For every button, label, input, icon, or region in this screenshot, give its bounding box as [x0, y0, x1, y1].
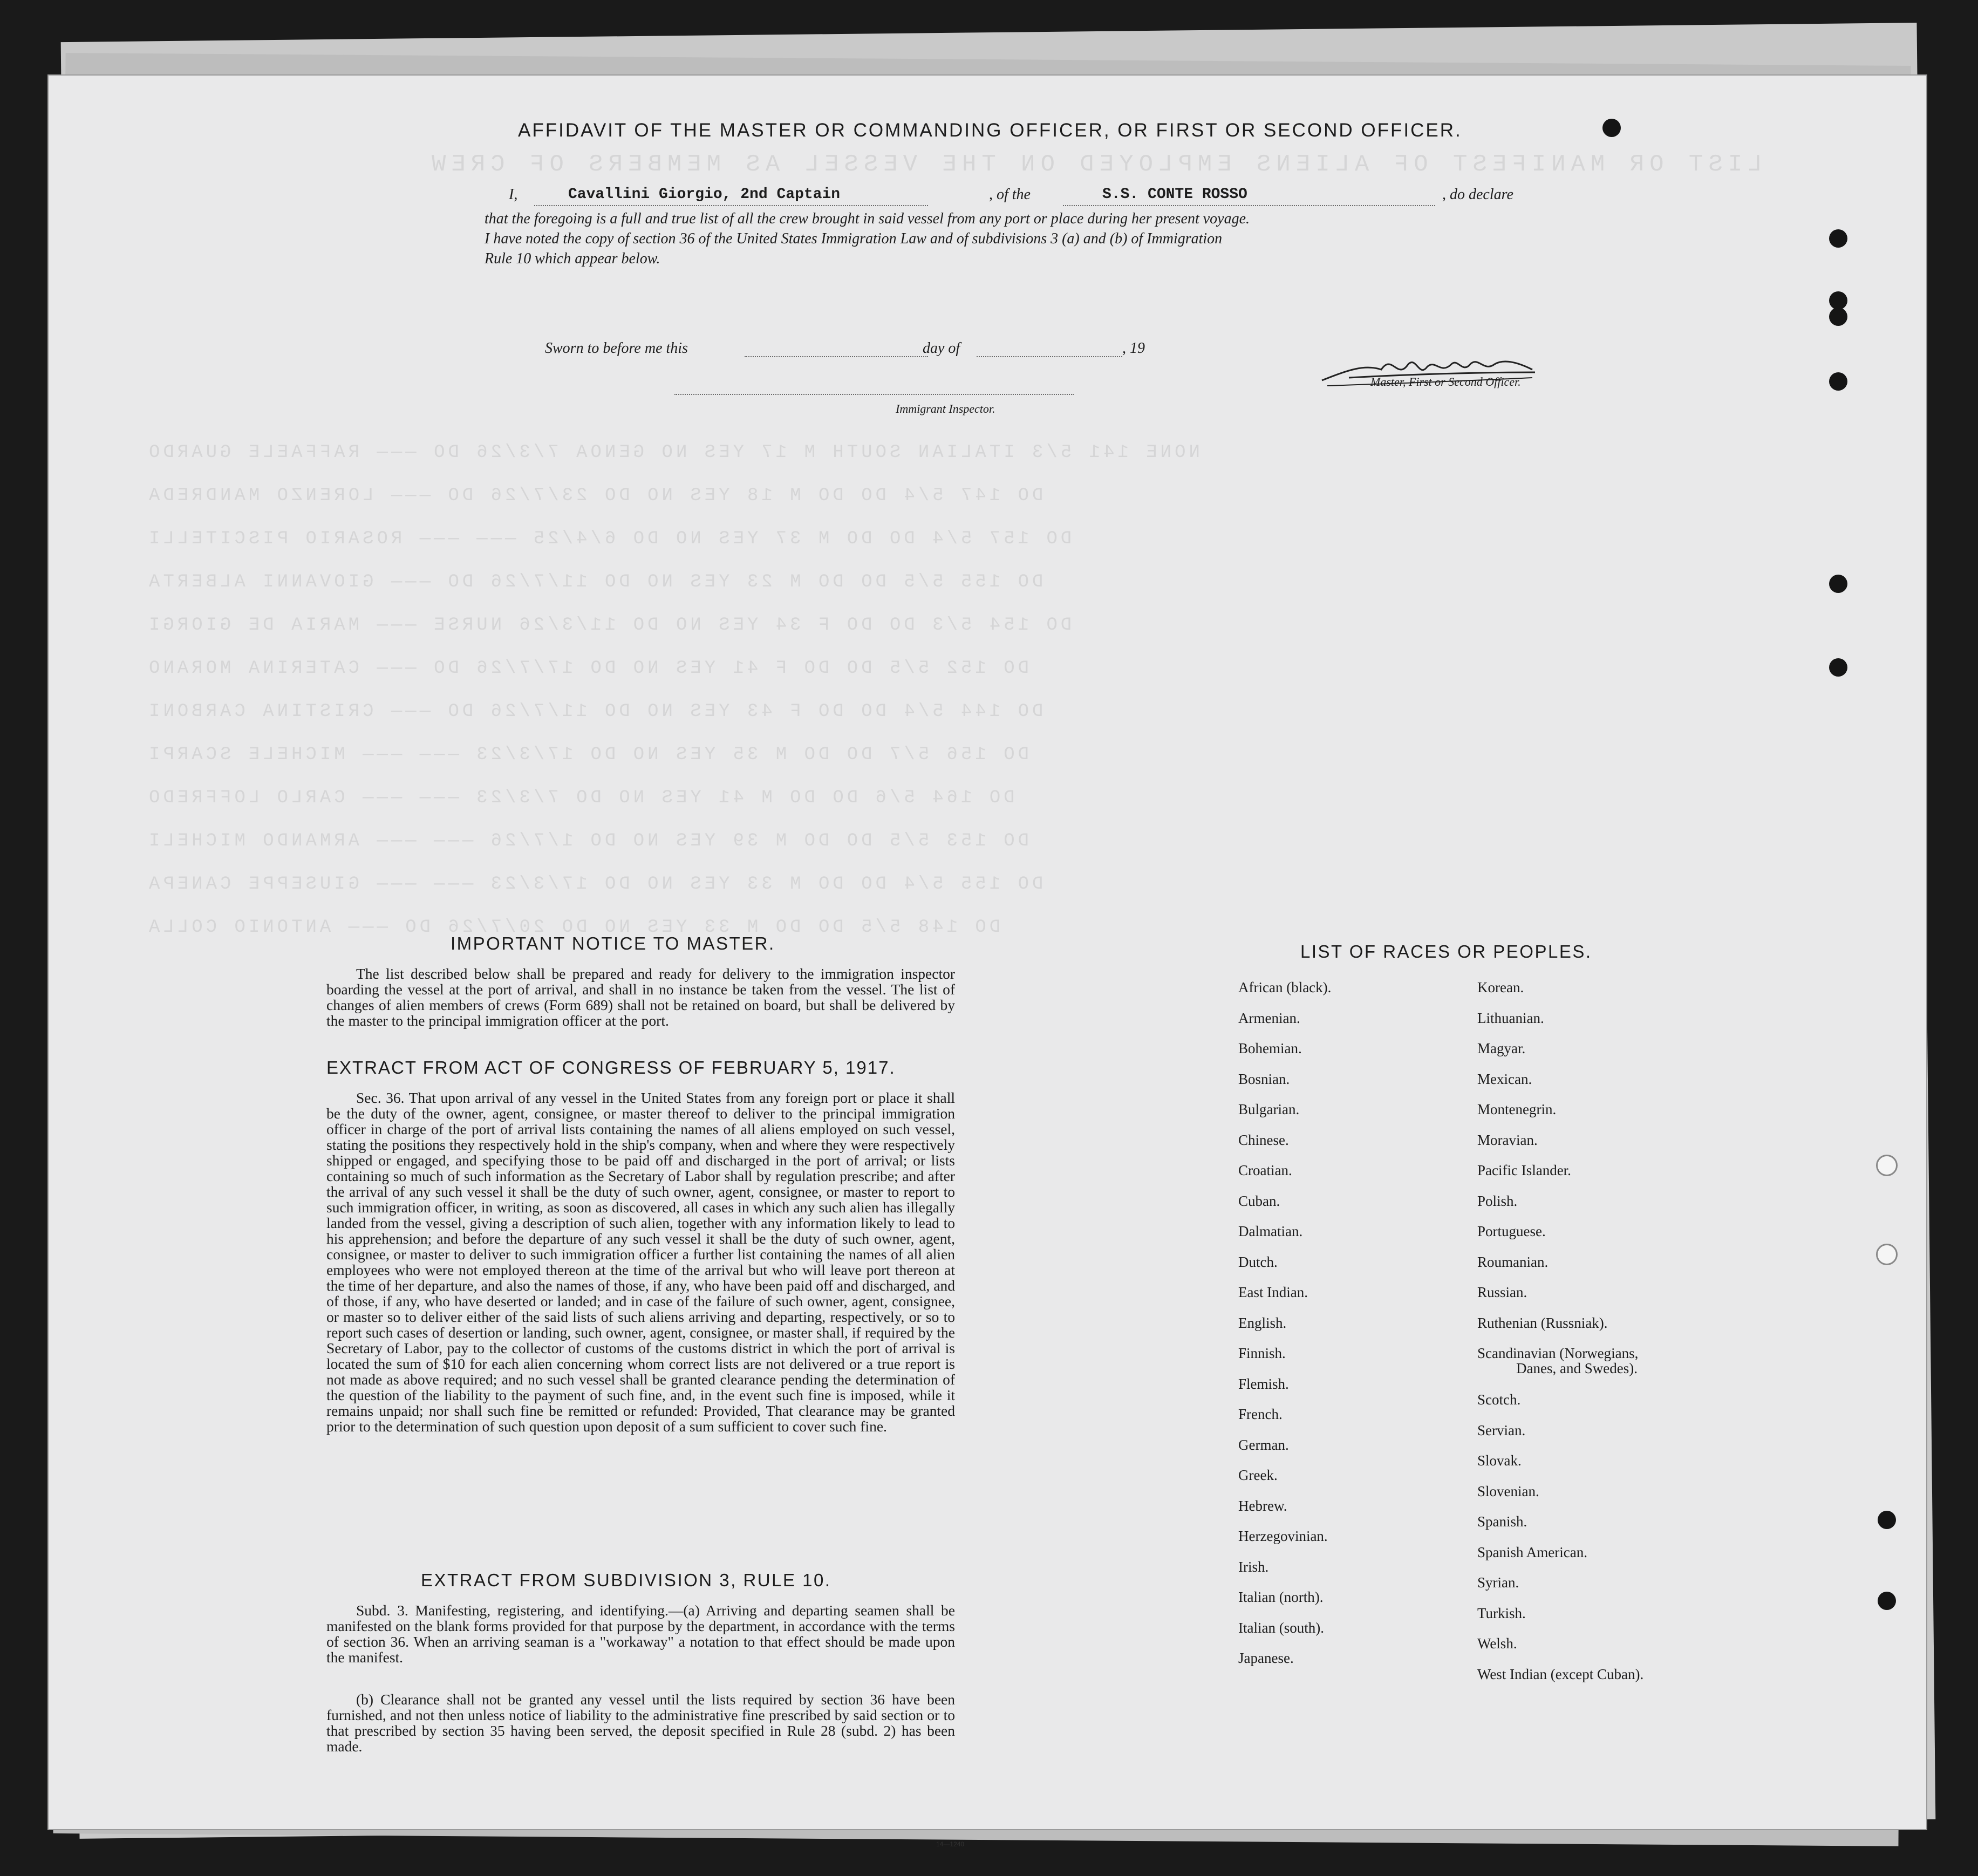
race-item: Danes, and Swedes). [1516, 1360, 1638, 1376]
inspector-underline [674, 394, 1074, 395]
race-item: Irish. [1238, 1558, 1269, 1575]
race-item: Greek. [1238, 1467, 1278, 1483]
race-item: Flemish. [1238, 1375, 1289, 1392]
name-underline [534, 205, 928, 206]
rule-text-b: (b) Clearance shall not be granted any vessel until the lists required by section 36 have been furnished, and not then unless notice of liability to the administrative fine prescribed by said section or to that prescribed by section 35 having been served, the deposit specified in Rule 28 (subd. 2) has been made. [326, 1691, 955, 1755]
bleed-through: DO 152 5/5 DO DO F 41 YES NO DO 17/7/26 DO ——— CATERINA MORANO [146, 658, 1029, 679]
do-declare-label: , do declare [1442, 186, 1513, 203]
race-item: Croatian. [1238, 1162, 1292, 1178]
race-item: Italian (south). [1238, 1619, 1324, 1636]
bleed-through: DO 144 5/4 DO DO F 43 YES NO DO 11/7/26 DO ——— CRISTINA CARBONI [146, 701, 1043, 722]
day-of-label: day of [923, 340, 960, 357]
officer-name: Cavallini Giorgio, 2nd Captain [568, 186, 841, 203]
declaration-line-3: I have noted the copy of section 36 of the United States Immigration Law and of subdivisions 3 (a) and (b) of Immigration [485, 230, 1223, 247]
race-item: Russian. [1477, 1284, 1527, 1300]
officer-signature [1317, 348, 1543, 397]
month-underline [977, 356, 1122, 357]
bleed-through: DO 155 5/5 DO DO M 23 YES NO DO 11/7/26 DO ——— GIOVANNI ALBERTA [146, 572, 1043, 592]
race-item: Cuban. [1238, 1192, 1280, 1209]
race-item: English. [1238, 1314, 1287, 1331]
race-item: Magyar. [1477, 1040, 1526, 1056]
race-item: Syrian. [1477, 1574, 1519, 1591]
race-item: German. [1238, 1436, 1289, 1453]
document-page [49, 76, 1926, 1848]
race-item: Korean. [1477, 979, 1524, 995]
notice-text: The list described below shall be prepared and ready for delivery to the immigration inspector boarding the vessel at the port of arrival, and shall in no instance be taken from the vessel. The list of changes of alien members of crews (Form 689) shall not be retained on board, but shall be delivered by the master to the principal immigration officer at the port. [326, 965, 955, 1029]
race-item: Roumanian. [1477, 1253, 1549, 1270]
race-item: Bosnian. [1238, 1070, 1290, 1087]
bleed-through: NONE 141 5/3 ITALIAN SOUTH M 17 YES NO GENOA 7/3/26 DO ——— RAFFAELE GUARDO [146, 442, 1200, 463]
race-item: Dutch. [1238, 1253, 1278, 1270]
race-item: Dalmatian. [1238, 1223, 1303, 1239]
bleed-through: DO 156 5/7 DO DO M 35 YES NO DO 17/3/23 ——— ——— MICHELE SCARPI [146, 745, 1029, 765]
race-item: Chinese. [1238, 1131, 1289, 1148]
race-item: Polish. [1477, 1192, 1518, 1209]
race-item: Turkish. [1477, 1605, 1526, 1621]
notice-heading: IMPORTANT NOTICE TO MASTER. [451, 933, 775, 953]
race-item: Portuguese. [1477, 1223, 1546, 1239]
bleed-through: DO 148 5/5 DO DO M 33 YES NO DO 20/7/26 DO ——— ANTONIO COLLA [146, 917, 1001, 938]
race-item: French. [1238, 1406, 1283, 1422]
of-the-label: , of the [989, 186, 1031, 203]
vessel-name: S.S. CONTE ROSSO [1102, 186, 1247, 203]
inspector-caption: Immigrant Inspector. [896, 402, 995, 415]
race-item: East Indian. [1238, 1284, 1308, 1300]
punch-hole [1829, 229, 1847, 248]
punch-hole [1876, 1244, 1898, 1265]
punch-hole [1829, 575, 1847, 593]
race-item: Bohemian. [1238, 1040, 1302, 1056]
punch-hole [1602, 119, 1621, 137]
race-item: Bulgarian. [1238, 1101, 1300, 1117]
race-item: Hebrew. [1238, 1497, 1287, 1514]
vessel-underline [1063, 205, 1435, 206]
race-item: Italian (north). [1238, 1589, 1324, 1605]
punch-hole [1829, 658, 1847, 677]
race-item: Spanish American. [1477, 1544, 1587, 1560]
race-item: Armenian. [1238, 1009, 1300, 1026]
race-item: Slovak. [1477, 1452, 1522, 1469]
bleed-through: DO 155 5/4 DO DO M 33 YES NO DO 17/3/23 ——— ——— GIUSEPPE CANEPA [146, 874, 1043, 895]
race-item: Servian. [1477, 1422, 1526, 1438]
prefix-i: I, [509, 186, 518, 203]
punch-hole [1878, 1592, 1896, 1610]
race-item: Lithuanian. [1477, 1009, 1544, 1026]
sworn-label: Sworn to before me this [545, 340, 688, 357]
race-item: Herzegovinian. [1238, 1528, 1328, 1544]
punch-hole [1829, 308, 1847, 326]
race-item: Ruthenian (Russniak). [1477, 1314, 1608, 1331]
bleed-through: DO 147 5/4 DO DO M 18 YES NO DO 23/7/26 DO ——— LORENZO MANDREDA [146, 486, 1043, 506]
declaration-line-4: Rule 10 which appear below. [485, 250, 660, 267]
act-text: Sec. 36. That upon arrival of any vessel in the United States from any foreign port or place it shall be the duty of the owner, agent, consignee, or master thereof to deliver to the principal immigration officer in charge of the port of arrival lists containing the names of all aliens employed on such vessel, stating the positions they respectively hold in the ship's company, when and where they were respectively shipped or engaged, and specifying those to be paid off and discharged in the port of arrival; or lists containing so much of such information as the Secretary of Labor shall by regulation prescribe; and after the arrival of any such vessel it shall be the duty of such owner, agent, consignee, or master to report to such immigration officer, in writing, as soon as discovered, all cases in which any such alien has illegally landed from the vessel, giving a description of such alien, together with any information likely to lead to his apprehension; and before the departure of any such vessel it shall be the duty of such owner, agent, consignee, or master to deliver to such immigration officer a further list containing the names of all alien employees who were not employed thereon at the time of the arrival but who will leave port thereon at the time of her departure, and also the names of those, if any, who have been paid off and discharged, and of those, if any, who have deserted or landed; and in case of the failure of such owner, agent, consignee, or master so to deliver either of the said lists of such aliens arriving and departing, respectively, or so to report such cases of desertion or landing, such owner, agent, consignee, or master shall, if required by the Secretary of Labor, pay to the collector of customs of the customs district in which the port of arrival is located the sum of $10 for each alien concerning whom correct lists are not delivered or a true report is not made as above required; and no such vessel shall be granted clearance pending the determination of the question of the liability to the payment of such fine, and, in the event such fine is imposed, while it remains unpaid; nor shall such fine be remitted or refunded: Provided, That clearance may be granted prior to the determination of such question upon deposit of a sum sufficient to cover such fine. [326, 1089, 955, 1435]
races-heading: LIST OF RACES OR PEOPLES. [1300, 942, 1592, 961]
bleed-through: DO 154 5/3 DO DO F 34 YES NO DO 11/3/26 NURSE ——— MARIA DE GIORGI [146, 615, 1072, 636]
rule-text-a: Subd. 3. Manifesting, registering, and identifying.—(a) Arriving and departing seamen shall be manifested on the blank forms provided for that purpose by the department, in accordance with the terms of section 36. When an arriving seaman is a "workaway" a notation to that effect should be made upon the manifest. [326, 1602, 955, 1666]
race-item: African (black). [1238, 979, 1332, 995]
sworn-day-underline [745, 356, 928, 357]
rule-heading: EXTRACT FROM SUBDIVISION 3, RULE 10. [421, 1570, 831, 1590]
punch-hole [1829, 291, 1847, 310]
race-item: Finnish. [1238, 1345, 1286, 1361]
race-item: Spanish. [1477, 1513, 1527, 1530]
act-heading: EXTRACT FROM ACT OF CONGRESS OF FEBRUARY 5, 1917. [326, 1058, 896, 1077]
race-item: Welsh. [1477, 1635, 1517, 1652]
punch-hole [1829, 372, 1847, 391]
bleed-through: DO 157 5/4 DO DO M 37 YES NO DO 6/4/25 ——— ——— ROSARIO PISCITELLI [146, 529, 1072, 549]
race-item: Moravian. [1477, 1131, 1538, 1148]
bleed-through: DO 153 5/5 DO DO M 39 YES NO DO 1/7/26 ——— ——— ARMANDO MICHELI [146, 831, 1029, 851]
race-item: Mexican. [1477, 1070, 1532, 1087]
affidavit-title: AFFIDAVIT OF THE MASTER OR COMMANDING OFFICER, OR FIRST OR SECOND OFFICER. [518, 120, 1462, 141]
punch-hole [1876, 1155, 1898, 1176]
race-item: Scandinavian (Norwegians, [1477, 1345, 1639, 1361]
race-item: West Indian (except Cuban). [1477, 1666, 1644, 1682]
bleed-through: DO 164 5/6 DO DO M 41 YES NO DO 7/3/23 ——— ——— CARLO LOFFREDO [146, 788, 1015, 808]
year-label: , 19 [1122, 340, 1145, 357]
race-item: Japanese. [1238, 1650, 1294, 1666]
punch-hole [1878, 1511, 1896, 1529]
race-item: Pacific Islander. [1477, 1162, 1571, 1178]
race-item: Scotch. [1477, 1391, 1521, 1408]
bleed-through: LIST OR MANIFEST OF ALIENS EMPLOYED ON THE VESSEL AS MEMBERS OF CREW [426, 151, 1762, 178]
race-item: Montenegrin. [1477, 1101, 1557, 1117]
declaration-line-1 [509, 186, 1513, 203]
form-number: 14—1240 [936, 1840, 965, 1848]
race-item: Slovenian. [1477, 1483, 1539, 1499]
declaration-line-2: that the foregoing is a full and true list of all the crew brought in said vessel from any port or place during her present voyage. [485, 210, 1250, 227]
signature-caption: Master, First or Second Officer. [1370, 375, 1521, 388]
